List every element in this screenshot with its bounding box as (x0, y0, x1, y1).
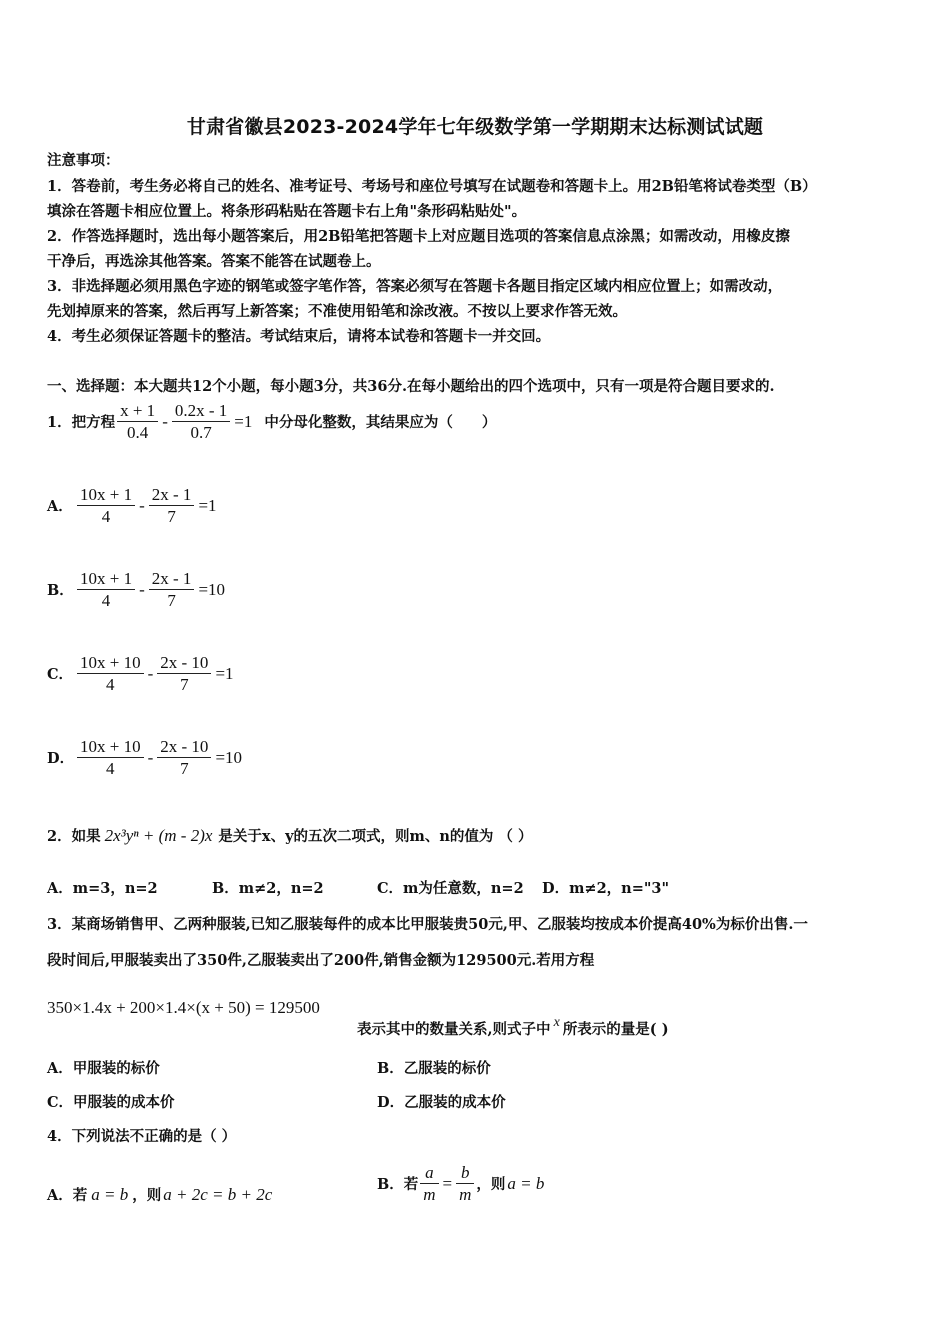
q1-prefix: 1．把方程 (47, 414, 116, 431)
notice-heading: 注意事项： (47, 152, 120, 169)
q1-option-b: B． $\frac{10x + 1}{4}$ - $\frac{2x - 1}{7}$ =10 (47, 569, 226, 610)
q3-equation: 350×1.4x + 200×1.4×(x + 50) = 129500 (47, 998, 320, 1017)
q1-fraction-1: $\frac{x + 1}{0.4}$ (117, 400, 158, 443)
q4-option-a: A．若 a = b ，则 a + 2c = b + 2c (47, 1184, 273, 1204)
q2-expression: 2x³yⁿ + (m - 2)x (104, 825, 213, 845)
q3-option-d: D．乙服装的成本价 (377, 1094, 506, 1111)
notice-line: 干净后，再选涂其他答案。答案不能答在试题卷上。 (47, 253, 381, 270)
notice-line: 3．非选择题必须用黑色字迹的钢笔或签字笔作答，答案必须写在答题卡各题目指定区域内相应位置上；如需改动， (47, 278, 783, 295)
notice-line: 1．答卷前，考生务必将自己的姓名、准考证号、考场号和座位号填写在试题卷和答题卡上。用2B铅笔将试卷类型（B） (47, 178, 817, 195)
q2-option-d: D．m≠2，n="3" (542, 880, 670, 897)
page-title: 甘肃省徽县2023-2024学年七年级数学第一学期期末达标测试试题 (186, 116, 764, 138)
question-2: 2．如果 2x³yⁿ + (m - 2)x 是关于x、y的五次二项式，则m、n的值为 （ ） (47, 825, 533, 845)
q3-option-b: B．乙服装的标价 (377, 1060, 491, 1077)
notice-line: 先划掉原来的答案，然后再写上新答案；不准使用铅笔和涂改液。不按以上要求作答无效。 (47, 303, 627, 320)
q1-option-a: A． $\frac{10x + 1}{4}$ - $\frac{2x - 1}{7}$ =1 (47, 485, 217, 526)
q2-option-a: A．m=3，n=2 (47, 880, 158, 897)
q3-option-c: C．甲服装的成本价 (47, 1094, 175, 1111)
q1-fraction-2: $\frac{0.2x - 1}{0.7}$ (172, 400, 230, 443)
q1-minus: - (162, 411, 168, 431)
notice-line: 2．作答选择题时，选出每小题答案后，用2B铅笔把答题卡上对应题目选项的答案信息点涂黑；如需改动，用橡皮擦 (47, 228, 790, 245)
q3-option-a: A．甲服装的标价 (47, 1060, 160, 1077)
q1-option-d: D． $\frac{10x + 10}{4}$ - $\frac{2x - 10}{7}$ =10 (47, 737, 243, 778)
notice-line: 填涂在答题卡相应位置上。将条形码粘贴在答题卡右上角"条形码粘贴处"。 (47, 203, 527, 220)
q4-option-b: B．若 $\frac{a}{m}$ = $\frac{b}{m}$ ，则 a = b (377, 1163, 545, 1204)
question-1 (47, 400, 496, 443)
q1-rhs: =1 (234, 411, 253, 431)
q3-line-2: 段时间后,甲服装卖出了350件,乙服装卖出了200件,销售金额为129500元.若用方程 (47, 952, 595, 969)
q1-suffix: 中分母化整数，其结果应为（ ） (264, 414, 497, 431)
q2-option-c: C．m为任意数，n=2 (377, 880, 524, 897)
q3-line-1: 3．某商场销售甲、乙两种服装,已知乙服装每件的成本比甲服装贵50元,甲、乙服装均按成本价提高40%为标价出售.一 (47, 916, 808, 933)
q2-option-b: B．m≠2，n=2 (212, 880, 324, 897)
q3-tail: 表示其中的数量关系,则式子中 x 所表示的量是( ) (357, 1015, 669, 1038)
q4-stem: 4．下列说法不正确的是（ ） (47, 1128, 237, 1145)
section-heading: 一、选择题：本大题共12个小题，每小题3分，共36分.在每小题给出的四个选项中，只有一项是符合题目要求的. (47, 378, 775, 395)
notice-line: 4．考生必须保证答题卡的整洁。考试结束后，请将本试卷和答题卡一并交回。 (47, 328, 551, 345)
q1-option-c: C． $\frac{10x + 10}{4}$ - $\frac{2x - 10}{7}$ =1 (47, 653, 234, 694)
